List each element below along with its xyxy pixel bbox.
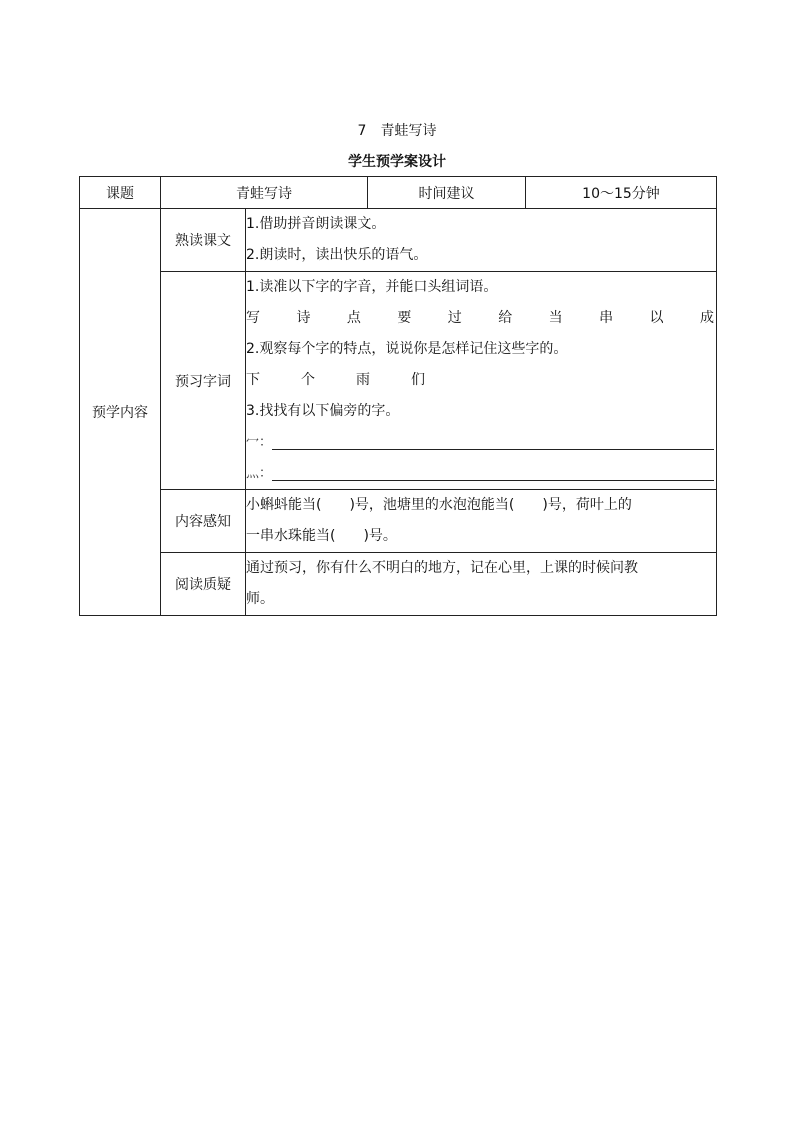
chars-label: 预习字词: [161, 272, 246, 490]
reading-label: 熟读课文: [161, 209, 246, 272]
header-row: [80, 177, 717, 209]
topic-value: 青蛙写诗: [161, 177, 368, 209]
answer-line[interactable]: [272, 435, 714, 450]
question-label: 阅读质疑: [161, 553, 246, 616]
char-item: 过: [447, 310, 462, 326]
char-item: 成: [699, 310, 714, 326]
topic-label: 课题: [80, 177, 161, 209]
reading-content: [246, 209, 717, 272]
question-row: [80, 553, 717, 616]
question-line-1: 通过预习，你有什么不明白的地方，记在心里，上课的时候问教: [246, 560, 638, 576]
chars-line-2: 2.观察每个字的特点，说说你是怎样记住这些字的。: [246, 341, 568, 357]
time-label: 时间建议: [368, 177, 526, 209]
radical-label: 冖：: [246, 435, 273, 450]
char-item: 当: [548, 310, 563, 326]
chars-content: [246, 272, 717, 490]
radical-blank-1: [246, 427, 716, 458]
reading-line-1: 1.借助拼音朗读课文。: [246, 216, 386, 232]
radical-label: 灬：: [246, 466, 273, 481]
radical-blank-2: [246, 458, 716, 489]
content-row: [80, 490, 717, 553]
char-item: 雨: [356, 372, 370, 388]
chars-line-1: 1.读准以下字的字音，并能口头组词语。: [246, 279, 498, 295]
question-text: [246, 553, 717, 616]
char-item: 诗: [296, 310, 311, 326]
chars-row: [80, 272, 717, 490]
char-item: 点: [346, 310, 361, 326]
char-item: 以: [649, 310, 664, 326]
content-text: [246, 490, 717, 553]
char-item: 要: [397, 310, 412, 326]
content-line-1: 小蝌蚪能当( )号，池塘里的水泡泡能当( )号，荷叶上的: [246, 497, 632, 513]
time-value: 10～15分钟: [526, 177, 717, 209]
char-item: 下: [246, 372, 260, 388]
char-item: 个: [301, 372, 315, 388]
lesson-heading: 7 青蛙写诗: [357, 123, 437, 139]
prestudy-table: [79, 176, 717, 616]
char-item: 给: [498, 310, 513, 326]
answer-line[interactable]: [272, 466, 714, 481]
chars-list-1: [246, 303, 716, 334]
chars-list-2: [246, 365, 716, 396]
question-line-2: 师。: [246, 591, 274, 607]
reading-row: [80, 209, 717, 272]
section-label: 预学内容: [80, 209, 161, 616]
char-item: 写: [246, 310, 260, 326]
content-line-2: 一串水珠能当( )号。: [246, 528, 397, 544]
reading-line-2: 2.朗读时，读出快乐的语气。: [246, 247, 428, 263]
page-title: 学生预学案设计: [348, 154, 446, 170]
chars-line-3: 3.找找有以下偏旁的字。: [246, 403, 400, 419]
char-item: 串: [599, 310, 614, 326]
content-label: 内容感知: [161, 490, 246, 553]
char-item: 们: [411, 372, 425, 388]
